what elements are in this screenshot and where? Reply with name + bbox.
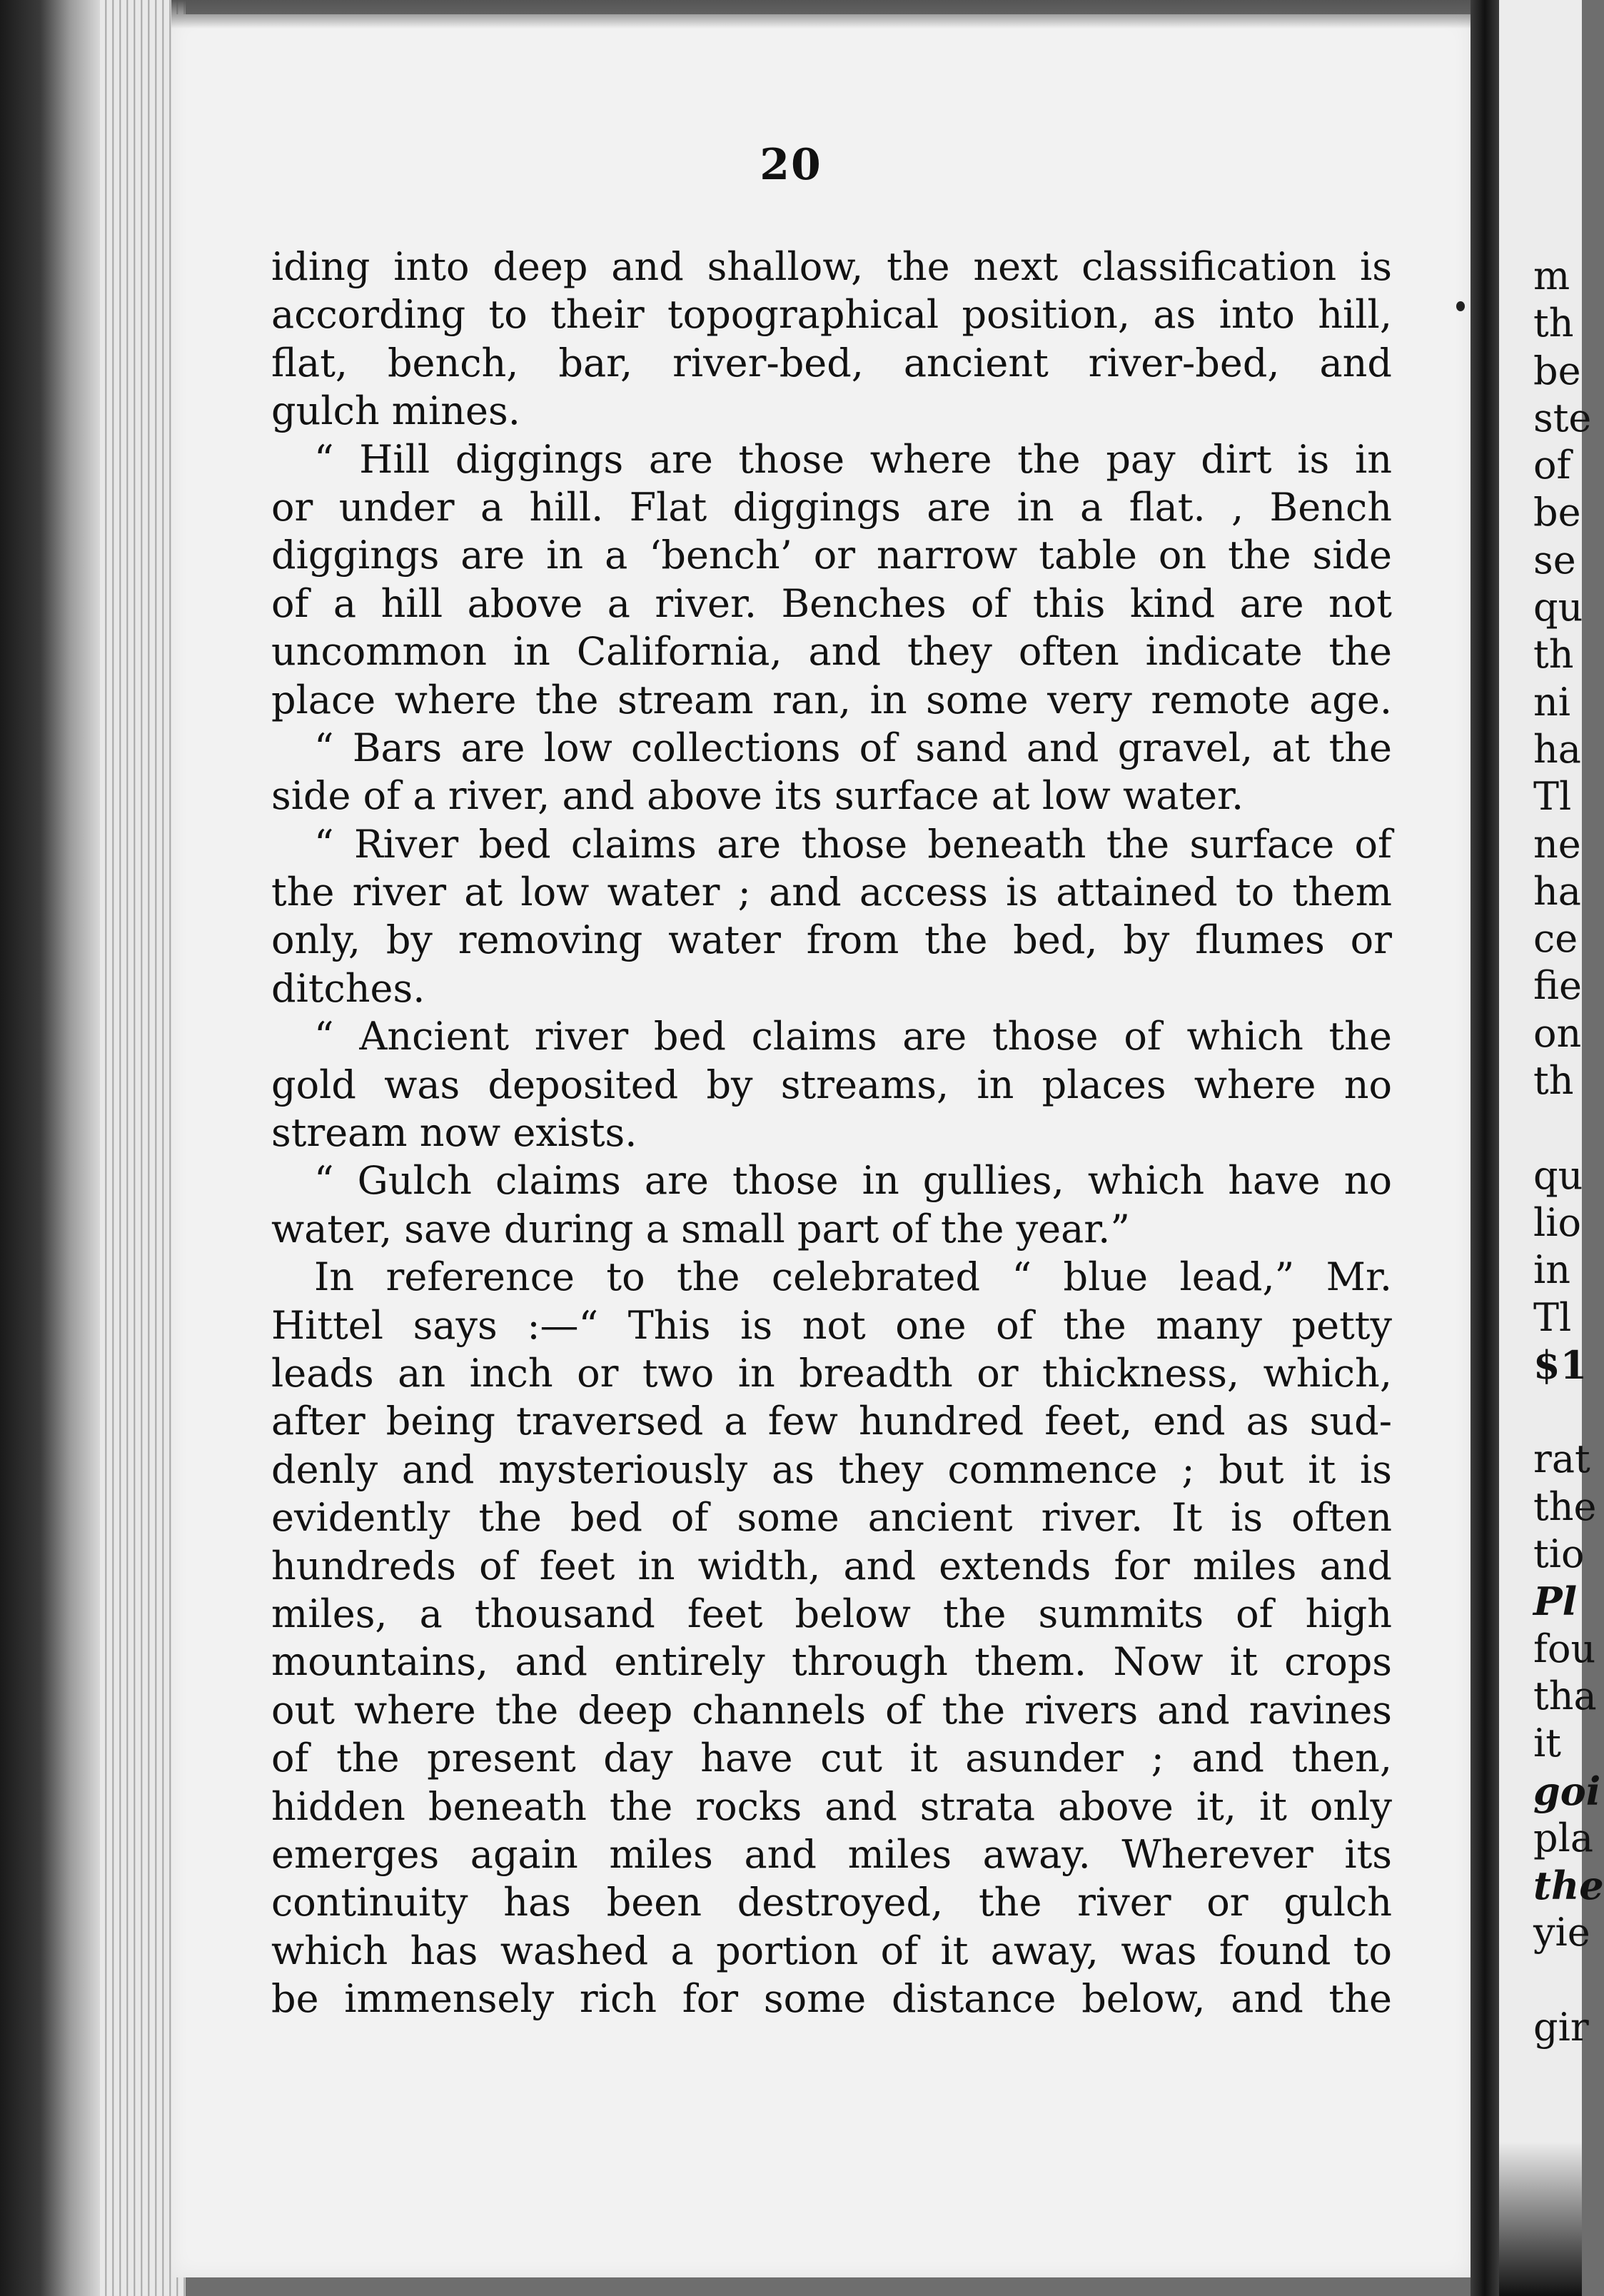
- text-line: uncommon in California, and they often indicate the: [271, 629, 1392, 675]
- text-line: according to their topographical position, as into hill,: [271, 292, 1392, 338]
- facing-text-fragment: tio: [1533, 1531, 1585, 1577]
- text-line: “ River bed claims are those beneath the surface of: [314, 821, 1392, 867]
- facing-text-fragment: se: [1533, 537, 1576, 583]
- facing-text-fragment: [1533, 1389, 1604, 1436]
- facing-text-fragment: lio: [1533, 1199, 1582, 1245]
- text-line: “ Hill diggings are those where the pay dirt is in: [314, 436, 1392, 482]
- text-line: gold was deposited by streams, in places where no: [271, 1062, 1392, 1107]
- page-number: 20: [760, 140, 822, 190]
- text-line: miles, a thousand feet below the summits of high: [271, 1591, 1392, 1636]
- text-line: stream now exists.: [271, 1110, 637, 1156]
- facing-text-fragment: $1: [1533, 1341, 1588, 1388]
- facing-text-fragment: th: [1533, 1058, 1574, 1104]
- facing-text-fragment: be: [1533, 348, 1581, 393]
- text-line: of a hill above a river. Benches of this kind are not: [271, 580, 1392, 626]
- text-line: In reference to the celebrated “ blue lead,” Mr.: [314, 1254, 1392, 1300]
- facing-text-fragment: Tl: [1533, 774, 1572, 820]
- book-spine-shadow: [0, 0, 100, 2296]
- facing-text-fragment: it: [1533, 1721, 1561, 1766]
- facing-text-fragment: fou: [1533, 1626, 1596, 1671]
- text-line: evidently the bed of some ancient river. It is often: [271, 1495, 1392, 1541]
- facing-text-fragment: ce: [1533, 916, 1578, 962]
- text-line: flat, bench, bar, river-bed, ancient river-bed, and: [271, 340, 1392, 386]
- text-line: hundreds of feet in width, and extends for miles and: [271, 1543, 1392, 1588]
- margin-mark: [1456, 301, 1465, 311]
- text-line: continuity has been destroyed, the river or gulch: [271, 1880, 1392, 1925]
- facing-text-fragment: th: [1533, 632, 1574, 678]
- text-line: only, by removing water from the bed, by flumes or: [271, 917, 1392, 963]
- facing-text-fragment: rat: [1533, 1436, 1590, 1482]
- facing-text-fragment: Tl: [1533, 1294, 1572, 1340]
- facing-text-fragment: qu: [1533, 585, 1583, 630]
- text-line: “ Bars are low collections of sand and gravel, at the: [314, 725, 1392, 770]
- facing-text-fragment: ne: [1533, 821, 1581, 867]
- text-line: or under a hill. Flat diggings are in a flat. , Bench: [271, 484, 1392, 530]
- facing-text-fragment: goi: [1533, 1768, 1601, 1814]
- facing-text-fragment: [1533, 1957, 1604, 2004]
- facing-text-fragment: m: [1533, 253, 1570, 298]
- text-line: “ Ancient river bed claims are those of which the: [314, 1014, 1392, 1059]
- facing-text-fragment: on: [1533, 1010, 1582, 1056]
- text-line: denly and mysteriously as they commence ; but it is: [271, 1446, 1392, 1492]
- facing-page-shadow: [1499, 2142, 1582, 2296]
- text-line: be immensely rich for some distance below, and the: [271, 1976, 1392, 2022]
- text-line: Hittel says :—“ This is not one of the many petty: [271, 1302, 1392, 1348]
- facing-text-fragment: [1533, 1104, 1604, 1152]
- facing-text-fragment: tha: [1533, 1673, 1597, 1718]
- facing-text-fragment: the: [1533, 1863, 1604, 1909]
- text-line: after being traversed a few hundred feet, end as sud-: [271, 1399, 1392, 1444]
- text-line: water, save during a small part of the year.”: [271, 1206, 1130, 1252]
- facing-text-fragment: ni: [1533, 679, 1571, 725]
- text-line: side of a river, and above its surface at low water.: [271, 773, 1244, 819]
- facing-text-fragment: yie: [1533, 1910, 1590, 1955]
- text-line: of the present day have cut it asunder ; and then,: [271, 1736, 1392, 1781]
- text-line: diggings are in a ‘bench’ or narrow table on the side: [271, 533, 1392, 578]
- text-line: hidden beneath the rocks and strata above it, it only: [271, 1783, 1392, 1829]
- text-line: which has washed a portion of it away, was found to: [271, 1928, 1392, 1973]
- facing-text-fragment: in: [1533, 1247, 1571, 1293]
- facing-text-fragment: ha: [1533, 868, 1581, 914]
- facing-text-fragment: ha: [1533, 726, 1581, 772]
- top-shadow: [171, 0, 1471, 29]
- facing-text-fragment: of: [1533, 443, 1571, 488]
- facing-text-fragment: fie: [1533, 963, 1582, 1009]
- text-line: ditches.: [271, 965, 425, 1011]
- facing-text-fragment: Pl: [1533, 1578, 1578, 1625]
- facing-page-text: [1533, 253, 1604, 2051]
- page-body-text: [271, 243, 1392, 2023]
- facing-text-fragment: the: [1533, 1484, 1597, 1529]
- text-line: place where the stream ran, in some very remote age.: [271, 677, 1392, 722]
- text-line: “ Gulch claims are those in gullies, which have no: [314, 1158, 1392, 1204]
- book-gutter: [1471, 0, 1499, 2296]
- facing-text-fragment: pla: [1533, 1815, 1594, 1861]
- text-line: leads an inch or two in breadth or thickness, which,: [271, 1350, 1392, 1396]
- text-line: iding into deep and shallow, the next classification is: [271, 244, 1392, 289]
- text-line: the river at low water ; and access is attained to them: [271, 870, 1392, 915]
- text-line: mountains, and entirely through them. Now it crops: [271, 1639, 1392, 1685]
- facing-text-fragment: ste: [1533, 395, 1592, 440]
- facing-text-fragment: be: [1533, 490, 1581, 535]
- facing-text-fragment: gir: [1533, 2004, 1589, 2050]
- facing-text-fragment: th: [1533, 301, 1574, 346]
- text-line: emerges again miles and miles away. Wherever its: [271, 1831, 1392, 1877]
- text-line: out where the deep channels of the rivers and ravines: [271, 1687, 1392, 1733]
- facing-text-fragment: qu: [1533, 1152, 1583, 1198]
- text-line: gulch mines.: [271, 388, 520, 434]
